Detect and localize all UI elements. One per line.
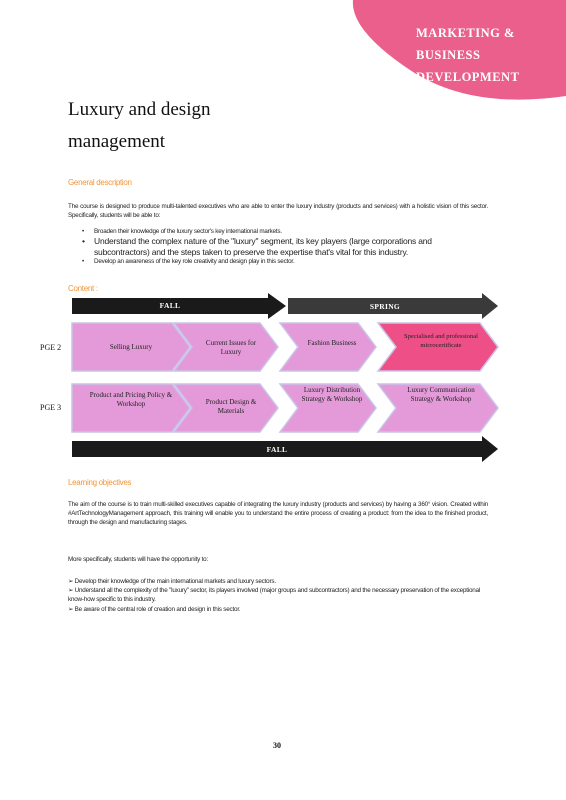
box-label: Fashion Business [307, 339, 357, 347]
page-number: 30 [273, 741, 281, 750]
general-description-intro: The course is designed to produce multi-talented executives who are able to enter the luxury industry (products and services) with a holistic vision of this sector. Specifically, students will be able to: [68, 203, 488, 220]
page-title-line2: management [68, 131, 166, 152]
page-title-line1: Luxury and design [68, 99, 211, 120]
learning-objectives-heading: Learning objectives [68, 478, 132, 487]
list-item: ➢ Develop their knowledge of the main international markets and luxury sectors. [68, 578, 276, 585]
section-title-line3: DEVELOPMENT [416, 70, 520, 84]
section-title-line2: BUSINESS [416, 48, 481, 62]
learning-objectives-list [68, 577, 488, 614]
box-label: Selling Luxury [109, 343, 153, 351]
list-item: • Understand the complex nature of the "luxury" segment, its key players (large corporations and subcontractors) and the steps taken to preserve the expertise that's vital for this industry. [78, 236, 488, 257]
box-label: Current Issues for Luxury [205, 339, 257, 356]
box-label: Product and Pricing Policy & Workshop [89, 391, 173, 408]
row-label-pge2: PGE 2 [40, 343, 62, 352]
bottom-fall-label: FALL [266, 445, 288, 454]
list-item: ➢ Understand all the complexity of the "luxury" sector, its players involved (major groups and subcontractors) and the necessary preservation of the exceptional know-how specific to this industry. [68, 587, 481, 604]
content-heading: Content : [68, 284, 98, 293]
row-label-pge3: PGE 3 [40, 403, 62, 412]
list-item: • Develop an awareness of the key role creativity and design play in this sector. [78, 257, 488, 266]
spring-label: SPRING [369, 302, 401, 311]
box-label: Luxury Distribution Strategy & Workshop [301, 386, 363, 403]
fall-label: FALL [159, 301, 181, 310]
learning-objectives-para: The aim of the course is to train multi-skilled executives capable of integrating the luxury industry (products and services) by having a 360° vision. Created within #ArtTechnologyManagement approach, this training will enable you to understand the entire process of creating a product: from the idea to the finished product, through the design and manufacturing stages. [68, 501, 488, 527]
box-label: Luxury Communication Strategy & Workshop [407, 386, 475, 403]
general-description-heading: General description [68, 178, 132, 187]
list-item: • Broaden their knowledge of the luxury sector's key international markets. [78, 227, 488, 236]
box-label: Product Design & Materials [205, 398, 257, 415]
learning-objectives-lead: More specifically, students will have the opportunity to: [68, 556, 209, 563]
box-label: Specialised and professional microcertificate [403, 333, 478, 349]
section-title-line1: MARKETING & [416, 26, 515, 40]
list-item: ➢ Be aware of the central role of creation and design in this sector. [68, 605, 241, 613]
